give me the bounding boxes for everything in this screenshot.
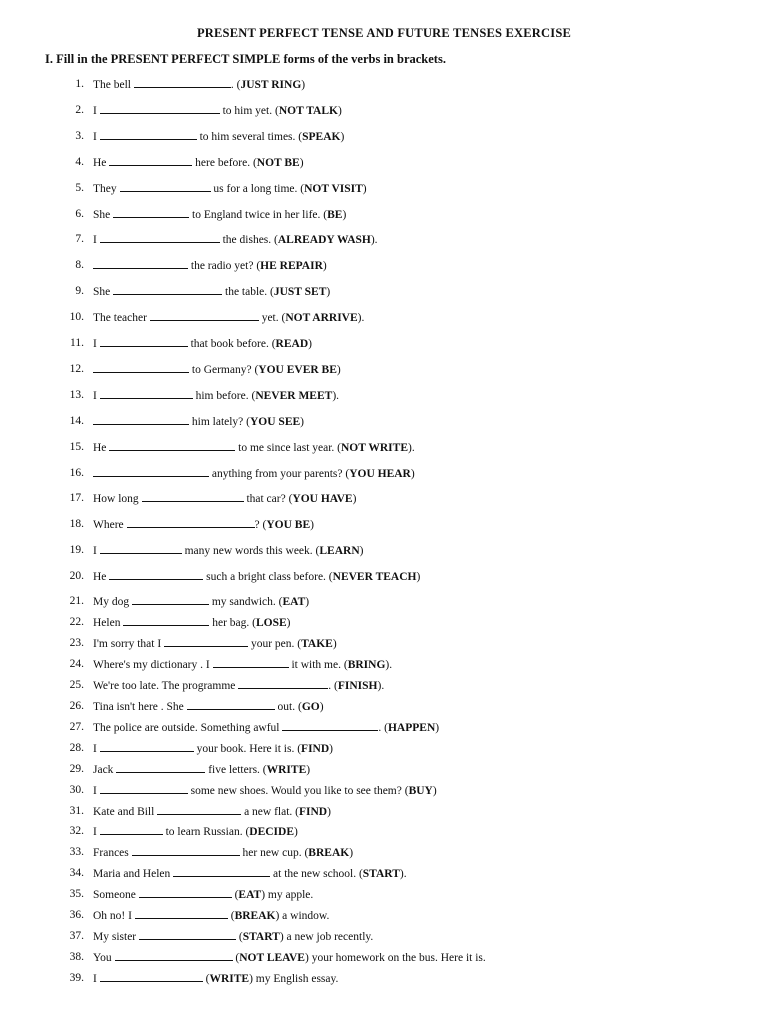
verb-prompt: BE: [327, 208, 343, 221]
answer-blank[interactable]: [100, 823, 163, 835]
item-sentence: [93, 593, 309, 610]
sentence-text: ) your homework on the bus. Here it is.: [304, 952, 486, 965]
sentence-text: You: [93, 952, 115, 965]
item-number: 14.: [69, 414, 84, 427]
item-number: 4.: [75, 155, 84, 168]
answer-blank[interactable]: [139, 928, 236, 940]
sentence-text: I: [93, 389, 100, 402]
verb-prompt: NOT TALK: [278, 104, 338, 117]
sentence-text: ): [359, 545, 364, 558]
sentence-text: They: [93, 182, 120, 195]
item-sentence: [93, 413, 304, 430]
answer-blank[interactable]: [142, 490, 244, 502]
item-number: 16.: [69, 466, 84, 479]
item-sentence: [93, 970, 338, 987]
sentence-text: ): [326, 286, 331, 299]
sentence-text: ).: [357, 312, 365, 325]
sentence-text: ): [327, 805, 331, 818]
verb-prompt: NOT WRITE: [341, 441, 409, 454]
verb-prompt: NOT LEAVE: [239, 952, 305, 965]
sentence-text: (: [202, 973, 210, 986]
verb-prompt: YOU HAVE: [292, 493, 353, 506]
answer-blank[interactable]: [238, 677, 328, 689]
verb-prompt: START: [242, 931, 280, 944]
sentence-text: it with me. (: [288, 658, 348, 671]
sentence-text: ): [435, 721, 440, 734]
answer-blank[interactable]: [93, 413, 189, 425]
sentence-text: ) a new job recently.: [279, 931, 374, 944]
answer-blank[interactable]: [109, 568, 203, 580]
sentence-text: ): [300, 415, 305, 428]
item-sentence: [93, 865, 407, 882]
sentence-text: ).: [399, 868, 407, 881]
item-sentence: [93, 635, 337, 652]
verb-prompt: YOU EVER BE: [258, 363, 337, 376]
sentence-text: ): [294, 826, 298, 839]
sentence-text: The teacher: [93, 312, 150, 325]
answer-blank[interactable]: [93, 465, 209, 477]
sentence-text: ): [310, 519, 314, 532]
sentence-text: He: [93, 441, 110, 454]
sentence-text: ).: [332, 389, 340, 402]
sentence-text: ): [352, 493, 357, 506]
verb-prompt: TAKE: [301, 637, 333, 650]
verb-prompt: BREAK: [308, 847, 350, 860]
item-number: 23.: [69, 636, 84, 649]
sentence-text: her new cup. (: [239, 847, 309, 860]
item-number: 12.: [69, 362, 84, 375]
answer-blank[interactable]: [100, 335, 188, 347]
answer-blank[interactable]: [157, 803, 241, 815]
sentence-text: Kate and Bill: [93, 805, 158, 818]
verb-prompt: BREAK: [234, 910, 276, 923]
item-number: 18.: [69, 518, 84, 531]
sentence-text: out. (: [274, 700, 302, 713]
sentence-text: at the new school. (: [270, 868, 363, 881]
sentence-text: (: [232, 952, 240, 965]
item-number: 30.: [69, 783, 84, 796]
item-sentence: [93, 568, 420, 585]
sentence-text: Where: [93, 519, 127, 532]
sentence-text: such a bright class before. (: [203, 571, 333, 584]
answer-blank[interactable]: [100, 740, 194, 752]
verb-prompt: DECIDE: [249, 826, 295, 839]
item-number: 6.: [75, 207, 84, 220]
verb-prompt: READ: [275, 338, 309, 350]
sentence-text: here before. (: [192, 156, 257, 169]
item-sentence: [93, 154, 304, 171]
item-sentence: [93, 128, 344, 145]
sentence-text: to me since last year. (: [235, 441, 341, 454]
answer-blank[interactable]: [100, 102, 220, 114]
answer-blank[interactable]: [134, 76, 231, 88]
sentence-text: I: [93, 130, 100, 143]
answer-blank[interactable]: [113, 283, 222, 295]
verb-prompt: START: [362, 868, 400, 881]
sentence-text: yet. (: [258, 312, 286, 325]
sentence-text: Tina isn't here . She: [93, 700, 187, 713]
sentence-text: ): [432, 784, 437, 797]
item-sentence: [93, 782, 437, 799]
item-sentence: [93, 719, 439, 736]
item-number: 26.: [69, 699, 84, 712]
sentence-text: my sandwich. (: [208, 596, 283, 608]
item-sentence: [93, 257, 327, 274]
answer-blank[interactable]: [123, 614, 209, 626]
answer-blank[interactable]: [109, 154, 192, 166]
item-number: 11.: [70, 337, 84, 349]
page-title: PRESENT PERFECT TENSE AND FUTURE TENSES EXERCISE: [196, 26, 572, 40]
item-number: 8.: [75, 259, 84, 272]
sentence-text: ): [410, 467, 415, 480]
sentence-text: ).: [385, 658, 393, 671]
answer-blank[interactable]: [100, 387, 193, 399]
answer-blank[interactable]: [173, 865, 270, 877]
sentence-text: ): [301, 79, 306, 91]
item-number: 39.: [69, 972, 84, 985]
sentence-text: ): [308, 338, 312, 350]
item-number: 21.: [69, 595, 84, 607]
sentence-text: ): [336, 363, 341, 376]
item-number: 37.: [69, 930, 84, 943]
sentence-text: the table. (: [222, 286, 274, 299]
sentence-text: five letters. (: [205, 763, 267, 776]
answer-blank[interactable]: [282, 719, 378, 731]
answer-blank[interactable]: [100, 970, 203, 982]
answer-blank[interactable]: [113, 206, 189, 218]
verb-prompt: LEARN: [319, 545, 360, 558]
verb-prompt: EAT: [282, 596, 306, 608]
sentence-text: to England twice in her life. (: [189, 208, 328, 221]
sentence-text: I: [93, 973, 100, 986]
item-sentence: [93, 844, 353, 861]
answer-blank[interactable]: [135, 907, 228, 919]
item-sentence: [93, 823, 298, 840]
verb-prompt: JUST SET: [273, 286, 327, 299]
item-sentence: [93, 614, 291, 631]
item-number: 27.: [69, 720, 84, 733]
sentence-text: ): [416, 571, 421, 584]
sentence-text: I: [93, 784, 100, 797]
item-number: 10.: [69, 311, 84, 324]
item-number: 3.: [75, 129, 84, 142]
sentence-text: ) a window.: [275, 910, 330, 923]
item-number: 20.: [69, 570, 84, 583]
sentence-text: The bell: [93, 79, 134, 91]
sentence-text: How long: [93, 493, 142, 506]
sentence-text: ): [305, 596, 310, 608]
sentence-text: ).: [408, 441, 415, 454]
sentence-text: . (: [378, 721, 388, 734]
answer-blank[interactable]: [100, 782, 188, 794]
item-number: 33.: [69, 846, 84, 859]
sentence-text: ): [286, 616, 291, 629]
item-sentence: [93, 361, 341, 378]
sentence-text: ): [319, 700, 324, 713]
sentence-text: Maria and Helen: [93, 868, 174, 881]
verb-prompt: NEVER TEACH: [332, 571, 417, 584]
sentence-text: Helen: [93, 616, 124, 629]
sentence-text: Where's my dictionary . I: [93, 658, 213, 671]
sentence-text: I: [93, 742, 100, 755]
verb-prompt: JUST RING: [240, 79, 302, 91]
verb-prompt: BUY: [408, 784, 433, 797]
item-number: 7.: [75, 233, 84, 246]
verb-prompt: WRITE: [209, 973, 250, 986]
sentence-text: ? (: [254, 519, 267, 532]
sentence-text: Oh no! I: [93, 910, 135, 923]
answer-blank[interactable]: [100, 542, 182, 554]
verb-prompt: ALREADY WASH: [277, 234, 371, 247]
item-sentence: [93, 677, 384, 694]
sentence-text: My sister: [93, 931, 139, 944]
item-sentence: [93, 465, 415, 482]
section-heading: I. Fill in the PRESENT PERFECT SIMPLE forms of the verbs in brackets.: [45, 52, 446, 66]
sentence-text: . (: [328, 679, 338, 692]
sentence-text: I: [93, 826, 100, 839]
item-sentence: [93, 516, 314, 533]
item-sentence: [93, 928, 373, 945]
answer-blank[interactable]: [187, 698, 275, 710]
verb-prompt: FINISH: [337, 679, 378, 692]
sentence-text: He: [93, 571, 110, 584]
sentence-text: to learn Russian. (: [162, 826, 250, 839]
answer-blank[interactable]: [100, 231, 220, 243]
verb-prompt: GO: [301, 700, 320, 713]
sentence-text: ): [340, 130, 345, 143]
answer-blank[interactable]: [164, 635, 248, 647]
answer-blank[interactable]: [109, 439, 235, 451]
verb-prompt: HAPPEN: [387, 721, 436, 734]
item-number: 5.: [75, 181, 84, 194]
verb-prompt: NOT VISIT: [304, 182, 363, 195]
sentence-text: ): [322, 260, 327, 273]
verb-prompt: NOT ARRIVE: [285, 312, 358, 325]
item-number: 28.: [69, 741, 84, 754]
sentence-text: that book before. (: [187, 338, 276, 350]
sentence-text: a new flat. (: [241, 805, 299, 818]
sentence-text: the radio yet? (: [188, 260, 261, 273]
sentence-text: I: [93, 545, 100, 558]
item-sentence: [93, 439, 415, 456]
answer-blank[interactable]: [127, 516, 255, 528]
verb-prompt: EAT: [238, 889, 262, 902]
verb-prompt: YOU HEAR: [349, 467, 411, 480]
sentence-text: ): [349, 847, 354, 860]
sentence-text: her bag. (: [209, 616, 256, 629]
item-sentence: [93, 283, 330, 300]
verb-prompt: FIND: [299, 805, 328, 818]
sentence-text: Jack: [93, 763, 117, 776]
sentence-text: ) my apple.: [261, 889, 314, 902]
item-number: 9.: [75, 285, 84, 298]
sentence-text: Frances: [93, 847, 132, 860]
item-number: 31.: [69, 804, 84, 817]
sentence-text: some new shoes. Would you like to see them? (: [187, 784, 409, 797]
answer-blank[interactable]: [116, 761, 205, 773]
sentence-text: Someone: [93, 889, 139, 902]
verb-prompt: YOU SEE: [250, 415, 301, 428]
sentence-text: The police are outside. Something awful: [93, 721, 283, 734]
item-sentence: [93, 886, 313, 903]
item-sentence: [93, 740, 333, 757]
sentence-text: to him yet. (: [219, 104, 279, 117]
sentence-text: to him several times. (: [196, 130, 303, 143]
sentence-text: (: [227, 910, 235, 923]
answer-blank[interactable]: [150, 309, 259, 321]
sentence-text: ) my English essay.: [249, 973, 339, 986]
sentence-text: I: [93, 104, 100, 117]
sentence-text: ): [299, 156, 304, 169]
verb-prompt: WRITE: [266, 763, 307, 776]
sentence-text: ): [332, 637, 337, 650]
sentence-text: ): [362, 182, 367, 195]
answer-blank[interactable]: [139, 886, 232, 898]
item-number: 32.: [69, 825, 84, 838]
sentence-text: to Germany? (: [189, 363, 259, 376]
sentence-text: your book. Here it is. (: [193, 742, 302, 755]
item-number: 36.: [69, 909, 84, 922]
verb-prompt: BRING: [347, 658, 386, 671]
sentence-text: ): [342, 208, 347, 221]
item-sentence: [93, 949, 486, 966]
answer-blank[interactable]: [120, 180, 211, 192]
item-number: 13.: [69, 388, 84, 401]
sentence-text: I'm sorry that I: [93, 637, 165, 650]
item-number: 24.: [69, 657, 84, 670]
item-sentence: [93, 231, 378, 248]
sentence-text: your pen. (: [248, 637, 302, 650]
sentence-text: (: [231, 889, 239, 902]
verb-prompt: NOT BE: [256, 156, 300, 169]
item-sentence: [93, 309, 364, 326]
sentence-text: I: [93, 234, 100, 247]
sentence-text: (: [236, 931, 243, 944]
item-sentence: [93, 335, 312, 352]
verb-prompt: SPEAK: [302, 130, 341, 143]
sentence-text: the dishes. (: [219, 234, 278, 247]
verb-prompt: YOU BE: [266, 519, 311, 532]
item-sentence: [93, 490, 356, 507]
item-number: 38.: [69, 951, 84, 964]
answer-blank[interactable]: [115, 949, 233, 961]
item-sentence: [93, 761, 310, 778]
sentence-text: ): [329, 742, 334, 755]
item-number: 17.: [69, 492, 84, 505]
item-number: 29.: [69, 762, 84, 775]
answer-blank[interactable]: [213, 656, 289, 668]
verb-prompt: LOSE: [255, 616, 287, 629]
sentence-text: ).: [370, 234, 378, 247]
item-sentence: [93, 387, 339, 404]
answer-blank[interactable]: [100, 128, 197, 140]
sentence-text: us for a long time. (: [210, 182, 305, 195]
answer-blank[interactable]: [132, 844, 240, 856]
sentence-text: him lately? (: [189, 415, 250, 428]
item-number: 35.: [69, 888, 84, 901]
answer-blank[interactable]: [93, 257, 188, 269]
item-number: 22.: [69, 615, 84, 628]
item-number: 15.: [69, 440, 84, 453]
item-sentence: [93, 907, 329, 924]
sentence-text: anything from your parents? (: [209, 467, 350, 480]
item-number: 19.: [69, 544, 84, 557]
sentence-text: ): [306, 763, 311, 776]
sentence-text: He: [93, 156, 110, 169]
item-sentence: [93, 542, 363, 559]
verb-prompt: HE REPAIR: [260, 260, 323, 273]
answer-blank[interactable]: [132, 593, 209, 605]
verb-prompt: NEVER MEET: [255, 389, 333, 402]
sentence-text: I: [93, 338, 100, 350]
sentence-text: . (: [230, 79, 241, 91]
item-number: 1.: [75, 78, 84, 90]
item-sentence: [93, 206, 346, 223]
sentence-text: She: [93, 286, 114, 299]
sentence-text: My dog: [93, 596, 132, 608]
sentence-text: She: [93, 208, 114, 221]
answer-blank[interactable]: [93, 361, 189, 373]
sentence-text: him before. (: [192, 389, 256, 402]
item-sentence: [93, 803, 331, 820]
sentence-text: ): [337, 104, 342, 117]
item-sentence: [93, 180, 367, 197]
item-sentence: [93, 698, 324, 715]
sentence-text: We're too late. The programme: [93, 679, 239, 692]
item-sentence: [93, 102, 342, 119]
sentence-text: ).: [377, 679, 385, 692]
sentence-text: many new words this week. (: [181, 545, 320, 558]
sentence-text: that car? (: [243, 493, 293, 506]
item-sentence: [93, 656, 392, 673]
item-number: 34.: [69, 867, 84, 880]
item-number: 25.: [69, 678, 84, 691]
item-number: 2.: [75, 103, 84, 116]
verb-prompt: FIND: [301, 742, 330, 755]
item-sentence: [93, 76, 305, 93]
